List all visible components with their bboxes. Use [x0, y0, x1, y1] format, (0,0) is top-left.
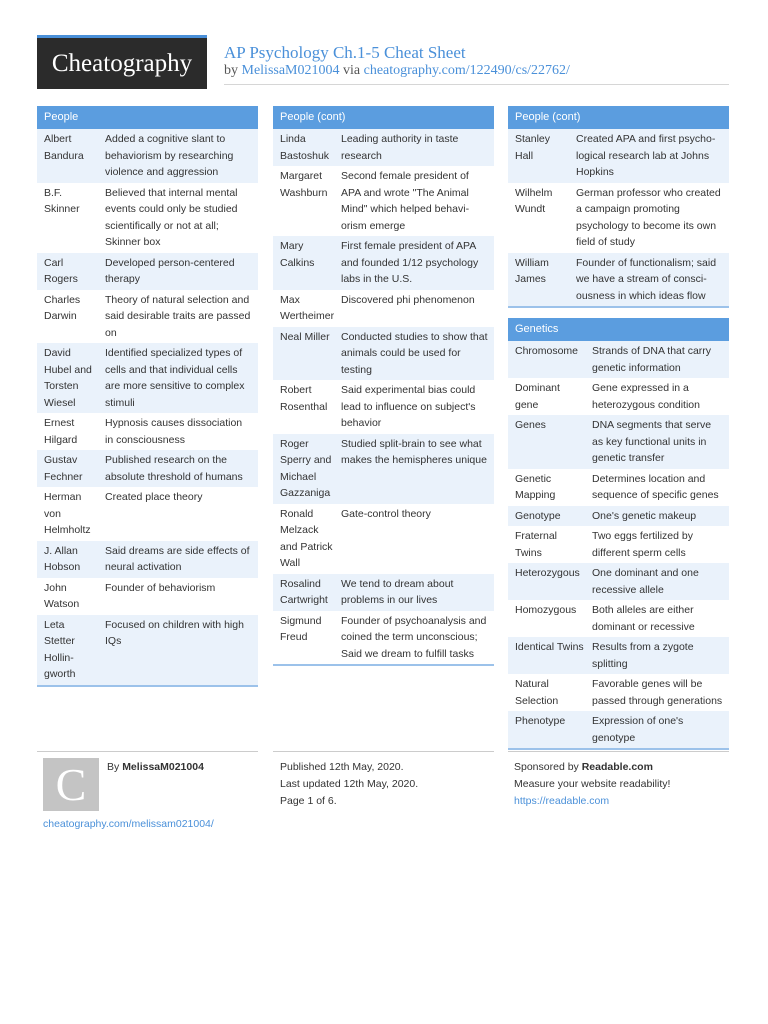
row-term: David Hubel and Torsten Wiesel: [44, 347, 92, 409]
row-term: Neal Miller: [280, 330, 330, 343]
row-description: Gate-control theory: [341, 507, 431, 520]
row-term: Robert Rosenthal: [280, 384, 328, 413]
row-term: Max Wertheimer: [280, 293, 335, 322]
column-2: [273, 106, 494, 676]
sponsor-info: [514, 759, 670, 810]
row-description: One's genetic makeup: [592, 509, 697, 522]
table-row: [37, 615, 258, 685]
row-description: Leading authority in taste research: [341, 133, 459, 162]
table-row: [508, 637, 729, 674]
table-row: [508, 563, 729, 600]
header-divider: [224, 84, 729, 85]
section-title: People: [37, 106, 258, 129]
row-description: Strands of DNA that carry genetic information: [592, 345, 712, 374]
table-row: [37, 578, 258, 615]
row-description: Created place theory: [105, 491, 203, 503]
row-description: Two eggs fertilized by different sperm cells: [592, 530, 693, 559]
table-row: [273, 327, 494, 381]
row-description: Focused on children with high IQs: [105, 618, 244, 647]
row-description: German professor who created a campaign promoting psychology to become its own field of study: [576, 186, 721, 248]
row-term: B.F. Skinner: [44, 186, 80, 215]
row-term: Genotype: [515, 509, 561, 522]
sponsored-prefix: Sponsored by: [514, 761, 579, 773]
table-row: [508, 506, 729, 527]
byline: [224, 63, 570, 79]
row-description: Founder of functionalism; said we have a stream of consciousness in which ideas flow: [576, 256, 717, 302]
sponsor-text: Measure your website readability!: [514, 778, 671, 790]
row-term: William James: [515, 256, 549, 285]
table-row: [37, 253, 258, 290]
column-1: [37, 106, 258, 697]
row-term: Margaret Washburn: [280, 170, 328, 199]
sponsor-line: [514, 759, 670, 776]
row-term: Homozygous: [515, 604, 577, 616]
row-term: Rosalind Cartwright: [280, 577, 328, 606]
table-row: [37, 129, 258, 183]
table-row: [273, 380, 494, 434]
row-description: DNA segments that serve as key functional units in genetic transfer: [592, 419, 712, 464]
row-description: Believed that internal mental events could only be studied scientifically or not at all; Skinner box: [105, 186, 238, 248]
row-description: Conducted studies to show that animals could be used for testing: [341, 330, 488, 376]
publish-info: [280, 759, 418, 810]
table-row: [508, 711, 729, 748]
row-description: Developed person-centered therapy: [105, 256, 235, 285]
table-row: [508, 526, 729, 563]
section: [37, 106, 258, 687]
avatar-letter: C: [55, 759, 87, 810]
table-row: [37, 183, 258, 253]
row-description: Gene expressed in a heterozygous condition: [592, 382, 700, 411]
table-row: [508, 253, 729, 307]
row-term: Roger Sperry and Michael Gazzaniga: [280, 437, 332, 499]
row-description: Founder of behaviorism: [105, 581, 216, 594]
published-date: Published 12th May, 2020.: [280, 761, 404, 773]
table-row: [273, 434, 494, 504]
cheatography-logo[interactable]: [37, 35, 207, 89]
row-term: Ernest Hilgard: [44, 417, 78, 446]
row-term: Genetic Mapping: [515, 472, 556, 501]
table-row: [508, 183, 729, 253]
row-term: Stanley Hall: [515, 133, 551, 162]
author-link[interactable]: MelissaM021004: [241, 63, 340, 78]
author-profile-link[interactable]: cheatography.com/melissam021004/: [43, 818, 214, 830]
row-term: Genes: [515, 419, 546, 431]
table-row: [508, 378, 729, 415]
table-row: [273, 504, 494, 574]
row-term: John Watson: [44, 581, 80, 610]
updated-date: Last updated 12th May, 2020.: [280, 778, 419, 790]
table-row: [37, 413, 258, 450]
page-number: Page 1 of 6.: [280, 795, 337, 807]
table-row: [508, 674, 729, 711]
row-description: Identified specialized types of cells and that individual cells are more sensitive to complex stimuli: [105, 347, 245, 409]
row-description: First female president of APA and founded 1/12 psychology labs in the U.S.: [341, 240, 479, 285]
table-row: [508, 129, 729, 183]
table-row: [37, 450, 258, 487]
row-description: Determines location and sequence of specific genes: [592, 472, 719, 501]
footer-by-label: By: [107, 761, 120, 773]
row-description: Discovered phi phenomenon: [341, 293, 475, 306]
table-row: [508, 469, 729, 506]
row-term: Heterozygous: [515, 567, 580, 579]
row-term: Gustav Fechner: [44, 454, 83, 483]
row-term: Dominant gene: [515, 382, 560, 411]
table-row: [508, 415, 729, 469]
row-term: Albert Bandura: [44, 133, 84, 162]
row-term: Wilhelm Wundt: [515, 186, 553, 215]
row-term: Carl Rogers: [44, 256, 78, 285]
table-row: [508, 600, 729, 637]
footer-author-name[interactable]: MelissaM021004: [122, 761, 204, 773]
sheet-url-link[interactable]: cheatography.com/122490/cs/22762/: [363, 63, 570, 78]
via-word: via: [343, 63, 361, 78]
table-row: [273, 574, 494, 611]
section: [273, 106, 494, 666]
row-description: Studied split-brain to see what makes the hemispheres unique: [341, 437, 487, 466]
row-term: J. Allan Hobson: [44, 544, 81, 573]
table-row: [37, 541, 258, 578]
section: [508, 106, 729, 308]
sponsor-link[interactable]: https://readable.com: [514, 795, 610, 807]
table-row: [273, 236, 494, 290]
row-description: Said experimental bias could lead to influence on subject's behavior: [341, 384, 476, 429]
row-description: Second female president of APA and wrote "The Animal Mind" which helped behaviorism emerge: [341, 170, 470, 232]
row-description: Published research on the absolute threshold of humans: [105, 454, 243, 483]
table-row: [508, 341, 729, 378]
row-description: Hypnosis causes dissociation in consciousness: [105, 417, 243, 446]
table-row: [37, 290, 258, 344]
footer-author: [107, 761, 204, 773]
section: [508, 318, 729, 750]
row-description: Results from a zygote splitting: [592, 641, 694, 670]
row-description: Added a cognitive slant to behaviorism by researching violence and aggression: [105, 133, 234, 178]
table-row: [273, 611, 494, 665]
row-term: Mary Calkins: [280, 240, 315, 269]
sponsor-name[interactable]: Readable.com: [581, 761, 653, 773]
page-title: AP Psychology Ch.1-5 Cheat Sheet: [224, 43, 466, 62]
row-description: Theory of natural selection and said desirable traits are passed on: [105, 293, 251, 339]
column-3: [508, 106, 729, 760]
row-term: Leta Stetter Hollingworth: [44, 618, 76, 680]
row-description: Both alleles are either dominant or recessive: [592, 604, 695, 633]
footer-divider-3: [508, 751, 729, 752]
row-term: Linda Bastoshuk: [280, 133, 330, 162]
row-term: Fraternal Twins: [515, 530, 558, 559]
row-term: Herman von Helmholtz: [44, 491, 91, 536]
section-title: Genetics: [508, 318, 729, 341]
table-row: [273, 129, 494, 166]
row-description: One dominant and one recessive allele: [592, 567, 699, 596]
avatar[interactable]: [43, 758, 99, 811]
row-description: Expression of one's genotype: [592, 715, 684, 744]
row-term: Chromosome: [515, 345, 579, 357]
logo-text: Cheatography: [51, 49, 193, 77]
row-description: Said dreams are side effects of neural activation: [105, 544, 250, 573]
table-row: [273, 166, 494, 236]
row-term: Phenotype: [515, 715, 566, 727]
row-term: Ronald Melzack and Patrick Wall: [280, 507, 333, 569]
section-title: People (cont): [273, 106, 494, 129]
row-term: Identical Twins: [515, 641, 584, 653]
section-title: People (cont): [508, 106, 729, 129]
footer-divider-1: [37, 751, 258, 752]
row-term: Sigmund Freud: [280, 614, 322, 643]
table-row: [37, 343, 258, 413]
row-description: Created APA and first psychological research lab at Johns Hopkins: [576, 133, 716, 178]
footer-divider-2: [273, 751, 494, 752]
table-row: [273, 290, 494, 327]
by-word: by: [224, 63, 238, 78]
row-term: Charles Darwin: [44, 293, 81, 322]
row-description: We tend to dream about problems in our lives: [341, 577, 454, 606]
row-description: Founder of psychoanalysis and coined the term unconscious; Said we dream to fulfill tasks: [341, 614, 487, 660]
table-row: [37, 487, 258, 541]
row-description: Favorable genes will be passed through generations: [592, 678, 723, 707]
row-term: Natural Selection: [515, 678, 559, 707]
